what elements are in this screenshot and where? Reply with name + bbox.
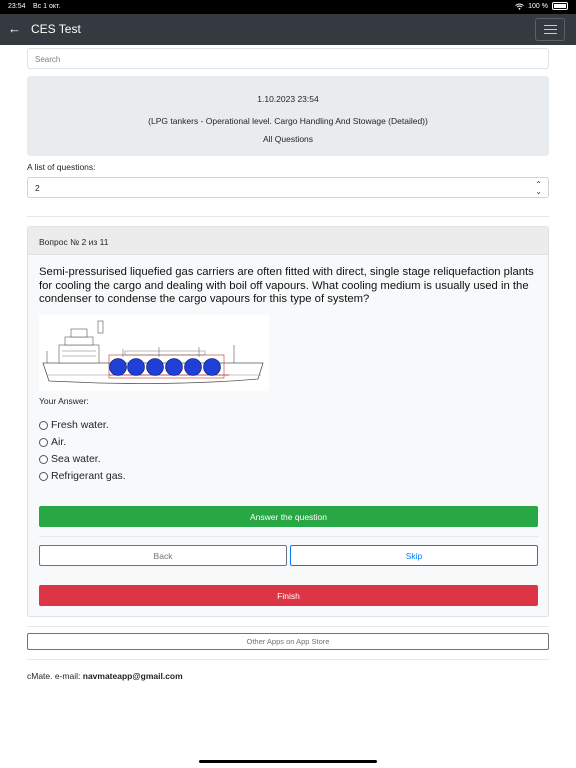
test-name: (LPG tankers - Operational level. Cargo Handling And Stowage (Detailed)) [148,116,428,126]
status-date: Вс 1 окт. [33,3,61,10]
answer-option-label: Fresh water. [51,419,109,431]
hamburger-icon[interactable] [535,18,565,41]
battery-icon [552,2,568,10]
ship-diagram [39,315,269,391]
divider [27,626,549,627]
divider [27,659,549,660]
answer-option-label: Air. [51,436,67,448]
test-info-panel [27,76,549,156]
question-select-value: 2 [35,183,40,193]
skip-button[interactable]: Skip [290,545,538,566]
question-text: Semi-pressurised liquefied gas carriers are often fitted with direct, single stage reliquefaction plants for cooling the cargo and dealing with boil off vapours. What cooling medium is usually used in the condenser to condense the cargo vapours for this type of system? [39,266,534,305]
page-title: CES Test [31,22,81,36]
status-bar [0,0,576,14]
footer-contact [27,671,183,681]
footer-prefix: cMate. e-mail: [27,671,83,681]
answer-option-label: Refrigerant gas. [51,470,126,482]
status-time: 23:54 [8,3,26,10]
question-list-label: A list of questions: [27,162,96,172]
answer-button[interactable]: Answer the question [39,506,538,527]
answer-option-label: Sea water. [51,453,101,465]
menu-line [544,25,557,26]
question-card [27,226,549,617]
other-apps-button[interactable]: Other Apps on App Store [27,633,549,650]
chevron-updown-icon: ⌃ ⌄ [535,180,542,196]
navbar [0,14,576,45]
question-select[interactable] [27,177,549,198]
finish-button[interactable]: Finish [39,585,538,606]
test-mode: All Questions [262,134,314,144]
search-input[interactable]: Search [27,48,549,69]
menu-line [544,33,557,34]
wifi-icon [515,3,524,10]
test-datetime: 1.10.2023 23:54 [257,94,319,104]
radio-button[interactable] [39,421,48,430]
answer-option[interactable] [39,419,109,431]
footer-email[interactable]: navmateapp@gmail.com [82,671,183,681]
radio-button[interactable] [39,438,48,447]
answer-option[interactable] [39,470,126,482]
answer-option[interactable] [39,436,66,448]
menu-line [544,29,557,30]
divider [39,536,538,537]
battery-percent: 100 % [528,2,548,10]
question-header: Вопрос № 2 из 11 [28,227,548,255]
radio-button[interactable] [39,472,48,481]
arrow-left-icon[interactable]: ← [8,21,21,36]
back-button[interactable]: Back [39,545,287,566]
answer-option[interactable] [39,453,101,465]
radio-button[interactable] [39,455,48,464]
status-right [515,2,568,10]
divider [27,216,549,217]
your-answer-label: Your Answer: [39,396,89,406]
home-indicator[interactable] [199,760,377,763]
